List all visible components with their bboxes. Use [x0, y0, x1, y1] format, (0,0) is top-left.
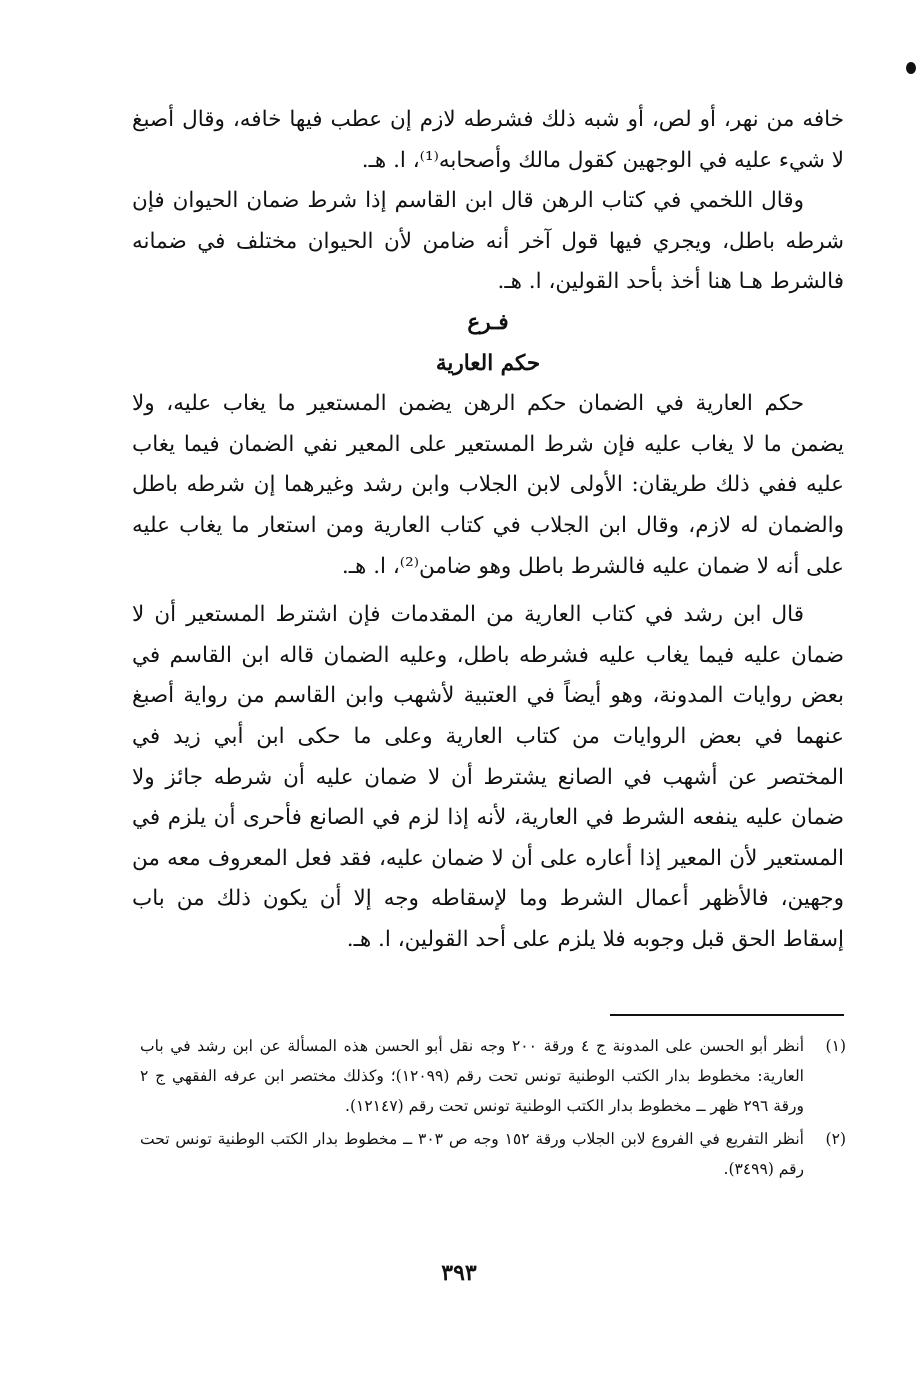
- section-label: فـرع: [467, 309, 509, 335]
- footnote-number: (١): [825, 1037, 846, 1055]
- paragraph-4: قال ابن رشد في كتاب العارية من المقدمات فإن اشترط المستعير أن لا ضمان عليه فيما يغاب عليه فشرطه باطل، وعليه الضمان قاله ابن القاسم في بعض روايات المدونة، وهو أيضاً في العتبية لأشهب وابن القاسم من رواية أصبغ عنهما في بعض الروايات من كتاب العارية وعلى ما حكى ابن أبي زيد في المختصر عن أشهب في الصانع يشترط أن لا ضمان عليه أن شرطه جائز ولا ضمان عليه ينفعه الشرط في العارية، لأنه إذا لزم في الصانع فأحرى أن يلزم في المستعير لأن المعير إذا أعاره على أن لا ضمان عليه، فقد فعل المعروف معه من وجهين، فالأظهر أعمال الشرط وما لإسقاطه وجه إلا أن يكون ذلك من باب إسقاط الحق قبل وجوبه فلا يلزم على أحد القولين، ا. هـ.: [132, 602, 844, 952]
- footnote-number: (٢): [825, 1130, 846, 1149]
- footnote-separator: [610, 1014, 844, 1016]
- footnote-1: [140, 1032, 846, 1121]
- footnote-text: أنظر التفريع في الفروع لابن الجلاب ورقة ١٥٢ وجه ص ٣٠٣ ــ مخطوط بدار الكتب الوطنية تونس تحت رقم (٣٤٩٩).: [140, 1130, 804, 1179]
- main-text: [132, 100, 844, 960]
- section-title: حكم العارية: [435, 350, 541, 376]
- footnote-text: أنظر أبو الحسن على المدونة ج ٤ ورقة ٢٠٠ وجه نقل أبو الحسن هذه المسألة عن ابن رشد في باب العارية: مخطوط بدار الكتب الوطنية تونس تحت رقم (١٢٠٩٩)؛ وكذلك مختصر ابن عرفه الفقهي ج ٢ ورقة ٢٩٦ ظهر ــ مخطوط بدار الكتب الوطنية تونس تحت رقم (١٢١٤٧).: [140, 1037, 804, 1115]
- scan-ink-mark: [906, 62, 916, 74]
- page-number: ٣٩٣: [441, 1260, 477, 1286]
- footnotes: [140, 1032, 846, 1189]
- footnote-2: [140, 1125, 846, 1185]
- paragraph-1: خافه من نهر، أو لص، أو شبه ذلك فشرطه لازم إن عطب فيها خافه، وقال أصبغ لا شيء عليه في الوجهين كقول مالك وأصحابه⁽¹⁾، ا. هـ.: [132, 107, 844, 173]
- paragraph-2: وقال اللخمي في كتاب الرهن قال ابن القاسم إذا شرط ضمان الحيوان فإن شرطه باطل، ويجري فيها قول آخر أنه ضامن لأن الحيوان مختلف في ضمانه فالشرط هـا هنا أخذ بأحد القولين، ا. هـ.: [132, 188, 844, 295]
- paragraph-3: حكم العارية في الضمان حكم الرهن يضمن المستعير ما يغاب عليه، ولا يضمن ما لا يغاب عليه فإن شرط المستعير على المعير نفي الضمان فيما يغاب عليه ففي ذلك طريقان: الأولى لابن الجلاب وابن رشد وغيرهما إن شرطه باطل والضمان له لازم، وقال ابن الجلاب في كتاب العارية ومن استعار ما يغاب عليه على أنه لا ضمان عليه فالشرط باطل وهو ضامن⁽²⁾، ا. هـ.: [132, 391, 844, 579]
